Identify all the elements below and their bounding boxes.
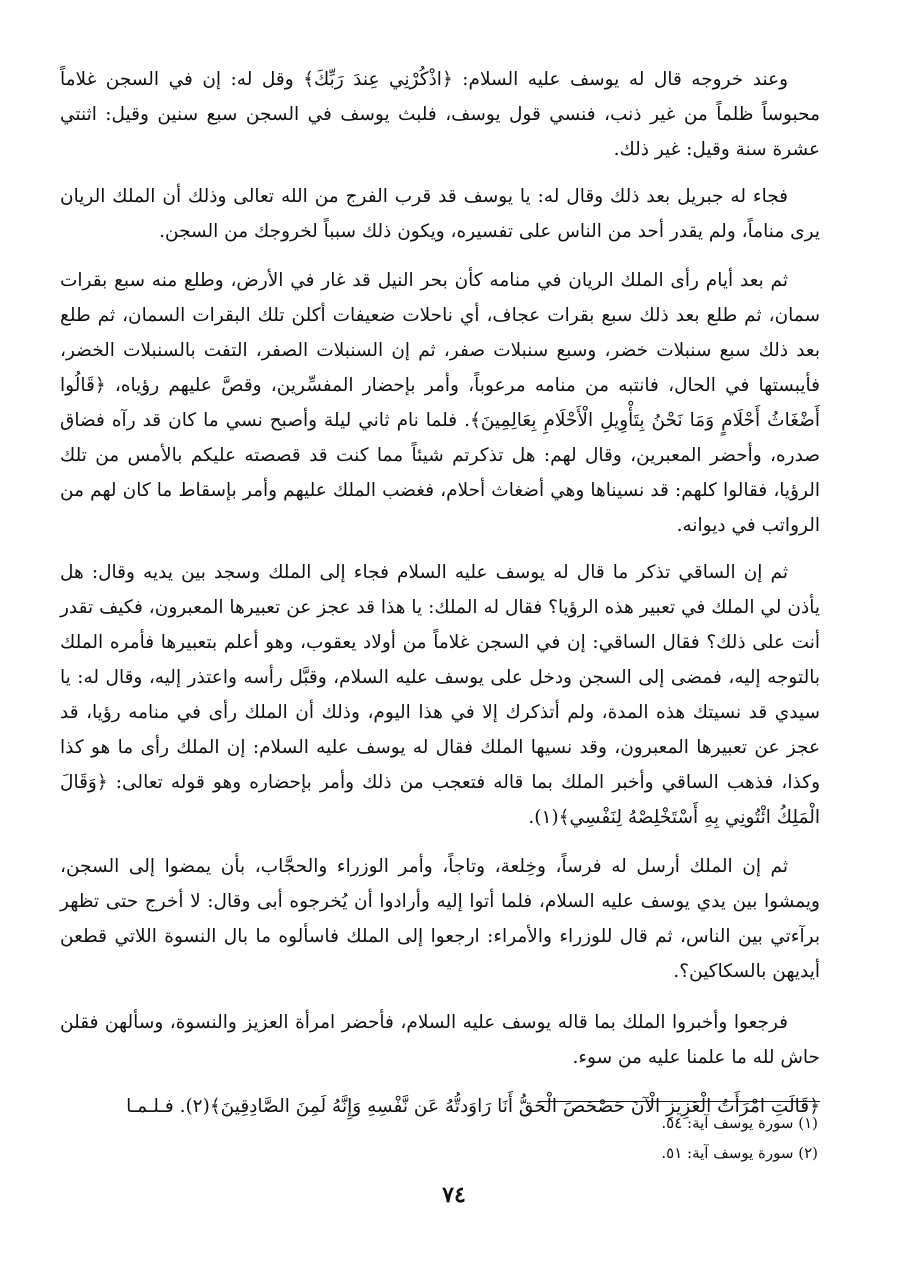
- paragraph-5: ثم إن الملك أرسل له فرساً، وخِلعة، وتاجاً، وأمر الوزراء والحجَّاب، بأن يمضوا إلى السجن، ويمشوا بين يدي يوسف عليه السلام، فلما أتوا إليه وأرادوا أن يُخرجوه أبى وقال: لا أخرج حتى تظهر برآءتي بين الناس، ثم قال للوزراء والأمراء: ارجعوا إلى الملك فاسألوه ما بال النسوة اللاتي قطعن أيديهن بالسكاكين؟.: [60, 856, 820, 982]
- paragraph-6: فرجعوا وأخبروا الملك بما قاله يوسف عليه السلام، فأحضر امرأة العزيز والنسوة، وسألهن فقلن حاش لله ما علمنا عليه من سوء.: [60, 1012, 820, 1068]
- paragraph-3: ثم بعد أيام رأى الملك الريان في منامه كأن بحر النيل قد غار في الأرض، وطلع منه سبع بقرات سمان، ثم طلع بعد ذلك سبع بقرات عجاف، أي ناحلات ضعيفات أكلن تلك البقرات السمان، ثم طلع بعد ذلك سبع سنبلات خضر، وسبع سنبلات صفر، ثم إن السنبلات الصفر، التفت بالسنبلات الخضر، فأيبستها في الحال، فانتبه من منامه مرعوباً، وأمر بإحضار المفسِّرين، وقصَّ عليهم رؤياه، ﴿قَالُوا أَضْغَاثُ أَحْلَامٍ وَمَا نَحْنُ بِتَأْوِيلِ الْأَحْلَامِ بِعَالِمِينَ﴾. فلما نام ثاني ليلة وأصبح نسي ما كان قد رآه فضاق صدره، وأحضر المعبرين، وقال لهم: هل تذكرتم شيئاً مما كنت قد قصصته عليكم بالأمس من تلك الرؤيا، فقالوا كلهم: قد نسيناها وهي أضغاث أحلام، فغضب الملك عليهم وأمر بإسقاط ما كان لهم من الرواتب في ديوانه.: [60, 270, 820, 536]
- footnote-divider: [538, 1101, 820, 1102]
- paragraph-4: ثم إن الساقي تذكر ما قال له يوسف عليه السلام فجاء إلى الملك وسجد بين يديه وقال: هل يأذن لي الملك في تعبير هذه الرؤيا؟ فقال له الملك: يا هذا قد عجز عن تعبيرها المعبرون، فكيف تقدر أنت على ذلك؟ فقال الساقي: إن في السجن غلاماً من أولاد يعقوب، وهو أعلم بتعبيرها فأمره الملك بالتوجه إليه، فمضى إلى السجن ودخل على يوسف عليه السلام، وقبَّل رأسه واعتذر إليه، وقال له: يا سيدي قد نسيتك هذه المدة، ولم أتذكرك إلا في هذا اليوم، وذلك أن الملك رأى في منامه رؤيا، قد عجز عن تعبيرها المعبرون، وقد نسيها الملك فقال له يوسف عليه السلام: إن الملك رأى ما هو كذا وكذا، فذهب الساقي وأخبر الملك بما قاله فتعجب من ذلك وأمر بإحضاره وهو قوله تعالى: ﴿وَقَالَ الْمَلِكُ ائْتُونِي بِهِ أَسْتَخْلِصْهُ لِنَفْسِي﴾(١).: [60, 562, 820, 828]
- page-number: ٧٤: [442, 1182, 466, 1208]
- footnote-1: (١) سورة يوسف آية: ٥٤.: [661, 1114, 818, 1132]
- paragraph-7: ﴿قَالَتِ امْرَأَتُ الْعَزِيزِ الْآنَ حَصْحَصَ الْحَقُّ أَنَا رَاوَدتُّهُ عَن نَّفْسِهِ وَإِنَّهُ لَمِنَ الصَّادِقِينَ﴾(٢). فـلـمـا: [126, 1096, 820, 1117]
- page-body: [60, 62, 820, 1124]
- footnotes: [418, 1108, 818, 1168]
- paragraph-1: وعند خروجه قال له يوسف عليه السلام: ﴿اذْكُرْنِي عِندَ رَبِّكَ﴾ وقل له: إن في السجن غلاماً محبوساً ظلماً من غير ذنب، فنسي قول يوسف، فلبث يوسف في السجن سبع سنين وقيل: اثنتي عشرة سنة وقيل: غير ذلك.: [60, 69, 820, 160]
- footnote-2: (٢) سورة يوسف آية: ٥١.: [661, 1144, 818, 1162]
- paragraph-2: فجاء له جبريل بعد ذلك وقال له: يا يوسف قد قرب الفرج من الله تعالى وذلك أن الملك الريان يرى مناماً، ولم يقدر أحد من الناس على تفسيره، ويكون ذلك سبباً لخروجك من السجن.: [60, 186, 820, 242]
